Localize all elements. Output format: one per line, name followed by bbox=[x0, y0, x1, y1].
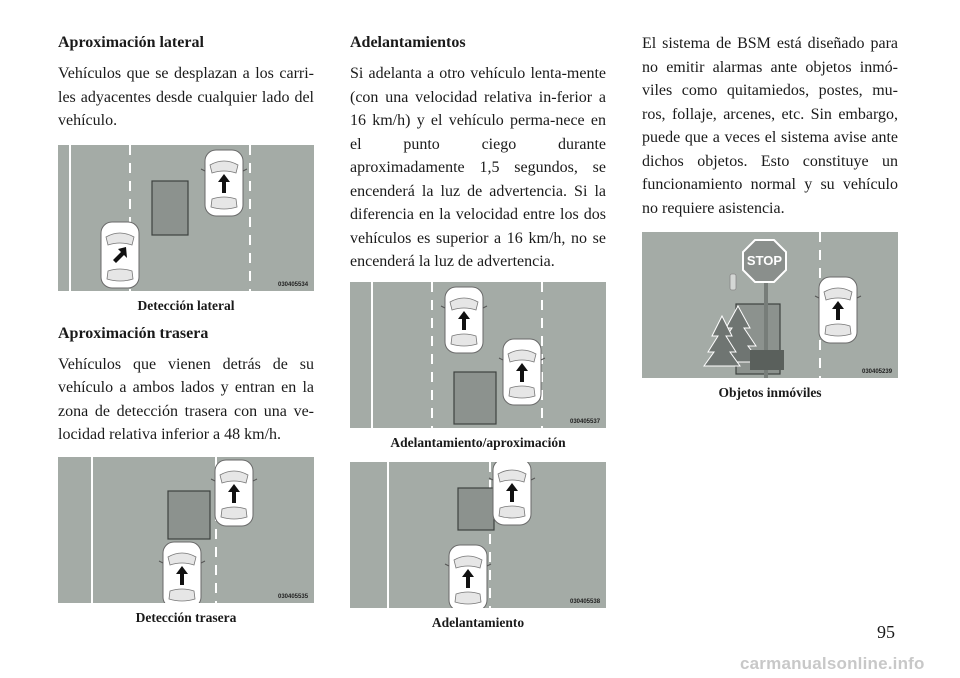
paragraph-rear: Vehículos que vienen detrás de su vehículo a ambos lados y entran en la zona de detección trasera con una ve-locidad relativa inferior a 48 km/h. bbox=[58, 355, 314, 443]
stationary-objects-illustration bbox=[642, 232, 898, 378]
car-rear-approach bbox=[159, 542, 205, 603]
paragraph-lateral: Vehículos que se desplazan a los carri-les adyacentes desde cualquier lado del vehículo. bbox=[58, 65, 314, 129]
right-column bbox=[642, 32, 898, 402]
overtaking-approach-illustration bbox=[350, 282, 606, 428]
figure-code: 030405534 bbox=[278, 281, 309, 288]
heading-rear: Aproximación trasera bbox=[58, 324, 209, 342]
figure-code: 030405239 bbox=[862, 369, 893, 375]
figure-rear-detection bbox=[58, 457, 314, 627]
car-overtaking bbox=[445, 545, 491, 608]
left-column bbox=[58, 32, 314, 627]
overtaking-illustration bbox=[350, 462, 606, 608]
heading-overtaking: Adelantamientos bbox=[350, 34, 466, 51]
heading-lateral: Aproximación lateral bbox=[58, 34, 204, 51]
caption-side-detection: Detección lateral bbox=[137, 297, 235, 313]
paragraph-overtaking: Si adelanta a otro vehículo lenta-mente (con una velocidad relativa in-ferior a 16 km/h) y el vehículo perma-nece en el punto ciego durante aproximadamente 1,5 segundos, se encenderá la luz de advertencia. Si la diferencia en la velocidad entre los dos vehículos es superior a 16 km/h, no se encenderá la luz de advertencia. bbox=[350, 65, 606, 270]
car-own bbox=[815, 277, 861, 343]
figure-code: 030405538 bbox=[570, 598, 601, 605]
detection-zone bbox=[458, 488, 494, 530]
caption-overtaking: Adelantamiento bbox=[431, 614, 525, 630]
caption-stationary-objects: Objetos inmóviles bbox=[718, 385, 822, 400]
wall-icon bbox=[750, 350, 784, 370]
car-adjacent bbox=[201, 150, 247, 216]
rear-detection-illustration bbox=[58, 457, 314, 603]
stop-sign-icon bbox=[743, 240, 786, 282]
figure-stationary-objects bbox=[642, 232, 898, 402]
car-overtaken bbox=[441, 287, 487, 353]
car-own bbox=[211, 460, 257, 526]
caption-rear-detection: Detección trasera bbox=[135, 609, 237, 625]
caption-overtaking-approach: Adelantamiento/aproximación bbox=[390, 434, 566, 450]
page-number: 95 bbox=[877, 622, 895, 642]
side-detection-illustration bbox=[58, 145, 314, 291]
figure-side-detection bbox=[58, 145, 314, 315]
detection-zone bbox=[152, 181, 188, 235]
car-own bbox=[489, 462, 535, 525]
figure-code: 030405537 bbox=[570, 418, 601, 425]
stop-sign-text: STOP bbox=[746, 253, 783, 268]
post-icon bbox=[730, 274, 736, 290]
paragraph-stationary-objects: El sistema de BSM está diseñado para no emitir alarmas ante objetos inmó-viles como quitamiedos, postes, mu-ros, follaje, arcenes, etc. Sin embargo, puede que a veces el sistema avise ante dichos objetos. Esto constituye un funcionamiento normal y su vehículo no requiere asistencia. bbox=[642, 35, 898, 217]
figure-overtaking-approach bbox=[350, 282, 606, 452]
car-own bbox=[499, 339, 545, 405]
figure-overtaking bbox=[350, 462, 606, 632]
detection-zone bbox=[168, 491, 210, 539]
watermark-text: carmanualsonline.info bbox=[740, 654, 925, 673]
figure-code: 030405535 bbox=[278, 593, 309, 600]
car-lateral-approach bbox=[101, 222, 139, 288]
middle-column bbox=[350, 32, 606, 632]
detection-zone bbox=[454, 372, 496, 424]
